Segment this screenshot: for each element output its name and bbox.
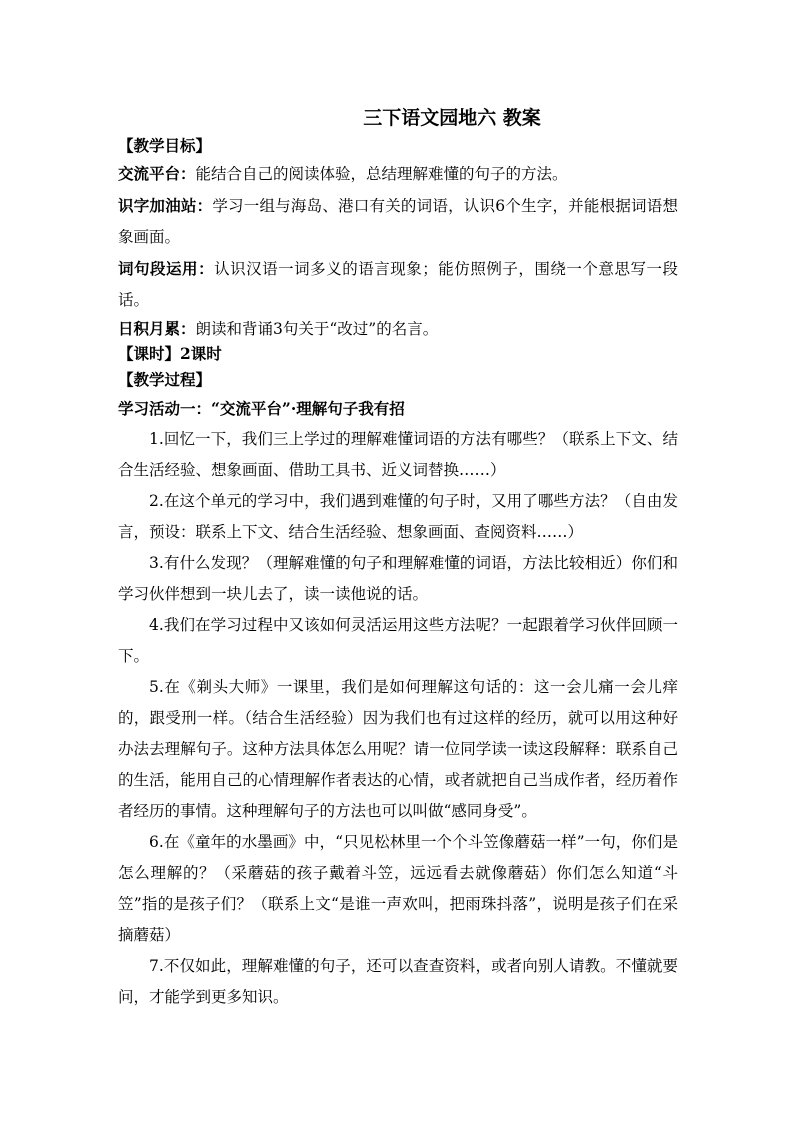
- process-step: 1.回忆一下，我们三上学过的理解难懂词语的方法有哪些？（联系上下文、结合生活经验、想象画面、借助工具书、近义词替换……）: [118, 430, 678, 479]
- objective-item: [118, 253, 678, 316]
- objective-label: 日积月累：: [118, 319, 196, 338]
- objective-item: [118, 316, 678, 342]
- activity-heading: 学习活动一：“交流平台”·理解句子我有招: [118, 399, 405, 418]
- objective-text: 朗读和背诵3句关于“改过”的名言。: [195, 320, 439, 338]
- objective-text: 能结合自己的阅读体验，总结理解难懂的句子的方法。: [195, 165, 568, 183]
- objective-item: [118, 190, 678, 253]
- objectives-heading: 【教学目标】: [118, 136, 212, 155]
- process-step: 6.在《童年的水墨画》中，“只见松林里一个个斗笠像蘑菇一样”一句，你们是怎么理解的？（采蘑菇的孩子戴着斗笠，远远看去就像蘑菇）你们怎么知道“斗笠”指的是孩子们？（联系上文“是谁一声欢叫，把雨珠抖落”，说明是孩子们在采摘蘑菇）: [118, 833, 678, 944]
- process-step: 4.我们在学习过程中又该如何灵活运用这些方法呢？一起跟着学习伙伴回顾一下。: [118, 616, 678, 665]
- process-step: 2.在这个单元的学习中，我们遇到难懂的句子时，又用了哪些方法？（自由发言，预设：联系上下文、结合生活经验、想象画面、查阅资料……）: [118, 492, 678, 541]
- objective-label: 交流平台：: [118, 164, 196, 183]
- period-heading: 【课时】2课时: [118, 344, 222, 363]
- objective-label: 词句段运用：: [118, 259, 215, 278]
- process-heading: 【教学过程】: [118, 370, 212, 389]
- page-title: 三下语文园地六 教案: [363, 107, 541, 129]
- process-step: 5.在《剃头大师》一课里，我们是如何理解这句话的：这一会儿痛一会儿痒的，跟受刑一样。（结合生活经验）因为我们也有过这样的经历，就可以用这种好办法去理解句子。这种方法具体怎么用呢？请一位同学读一读这段解释：联系自己的生活，能用自己的心情理解作者表达的心情，或者就把自己当成作者，经历着作者经历的事情。这种理解句子的方法也可以叫做“感同身受”。: [118, 678, 678, 820]
- process-step: 7.不仅如此，理解难懂的句子，还可以查查资料，或者向别人请教。不懂就要问，才能学到更多知识。: [118, 957, 678, 1006]
- objective-label: 识字加油站：: [118, 196, 213, 215]
- objective-text: 认识汉语一词多义的语言现象；能仿照例子，围绕一个意思写一段话。: [118, 260, 678, 309]
- document-body: [118, 134, 678, 1013]
- objective-item: [118, 158, 678, 190]
- process-step: 3.有什么发现？（理解难懂的句子和理解难懂的词语，方法比较相近）你们和学习伙伴想到一块儿去了，读一读他说的话。: [118, 554, 678, 603]
- objective-text: 学习一组与海岛、港口有关的词语，认识6个生字，并能根据词语想象画面。: [118, 197, 678, 246]
